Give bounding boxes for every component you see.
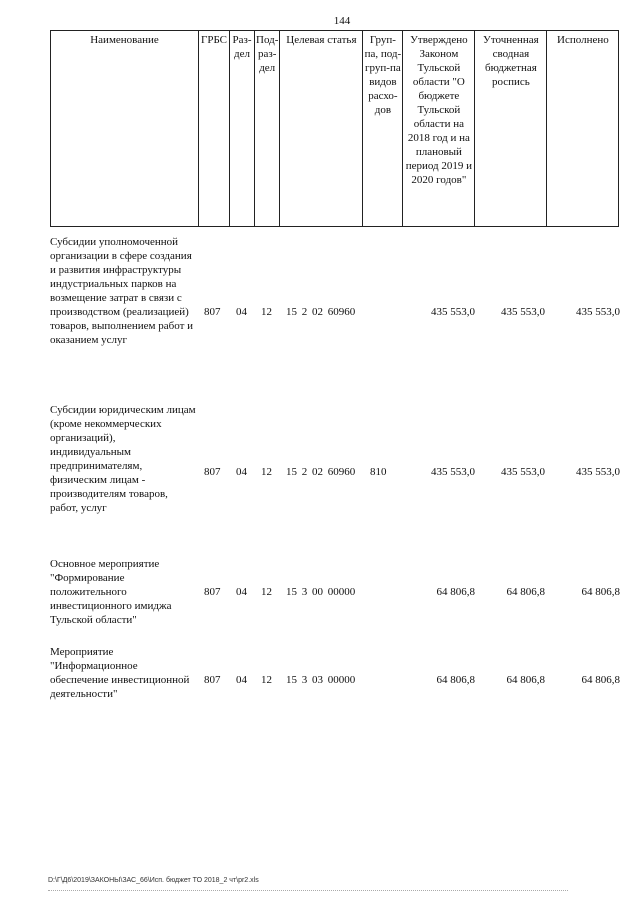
row-target: 15 3 00 00000 — [286, 586, 356, 598]
row-target: 15 2 02 60960 — [286, 466, 356, 478]
row-updated: 435 553,0 — [501, 466, 545, 478]
column-header-done: Исполнено — [547, 31, 619, 227]
column-header-table — [50, 30, 619, 227]
row-grbs: 807 — [204, 586, 221, 598]
row-name: Основное мероприятие "Формирование положительного инвестиционного имиджа Тульской области" — [50, 558, 172, 626]
table-row — [50, 645, 620, 721]
column-header-name: Наименование — [51, 31, 199, 227]
row-podrazdel: 12 — [261, 466, 272, 478]
row-approved: 435 553,0 — [431, 306, 475, 318]
column-header-razdel: Раз-дел — [230, 31, 255, 227]
table-body — [50, 235, 620, 733]
row-grbs: 807 — [204, 466, 221, 478]
column-header-target: Целевая статья — [280, 31, 363, 227]
row-updated: 435 553,0 — [501, 306, 545, 318]
row-done: 435 553,0 — [576, 466, 620, 478]
table-row — [50, 403, 620, 545]
footer-divider — [48, 890, 568, 891]
row-name: Мероприятие "Информационное обеспечение инвестиционной деятельности" — [50, 646, 190, 700]
row-done: 64 806,8 — [581, 674, 620, 686]
row-target: 15 2 02 60960 — [286, 306, 356, 318]
row-approved: 64 806,8 — [436, 674, 475, 686]
page-number: 144 — [333, 15, 351, 27]
column-header-updated: Уточненная сводная бюджетная роспись — [475, 31, 547, 227]
row-target: 15 3 03 00000 — [286, 674, 356, 686]
row-updated: 64 806,8 — [506, 674, 545, 686]
row-podrazdel: 12 — [261, 306, 272, 318]
row-name: Субсидии юридическим лицам (кроме некоммерческих организаций), индивидуальным предпринимателям, физическим лицам - производителям товаров, работ, услуг — [50, 404, 196, 514]
column-header-podrazdel: Под-раз-дел — [255, 31, 280, 227]
row-group: 810 — [370, 466, 387, 478]
row-grbs: 807 — [204, 306, 221, 318]
column-header-grbs: ГРБС — [199, 31, 230, 227]
table-row — [50, 557, 620, 633]
row-approved: 435 553,0 — [431, 466, 475, 478]
row-grbs: 807 — [204, 674, 221, 686]
row-podrazdel: 12 — [261, 674, 272, 686]
row-razdel: 04 — [236, 466, 247, 478]
row-done: 64 806,8 — [581, 586, 620, 598]
table-row — [50, 235, 620, 391]
row-approved: 64 806,8 — [436, 586, 475, 598]
row-name: Субсидии уполномоченной организации в сфере создания и развития инфраструктуры индустриальных парков на возмещение затрат в связи с производством (реализацией) товаров, выполнением работ и оказанием услуг — [50, 236, 194, 346]
file-path-footer: D:\Г\Д6\2019\ЗАКОНЫ\ЗАС_66\Исп. бюджет ТО 2018_2 чт\pr2.xls — [48, 877, 259, 884]
row-razdel: 04 — [236, 674, 247, 686]
column-header-group: Груп-па, под-груп-па видов расхо-дов — [363, 31, 403, 227]
row-razdel: 04 — [236, 586, 247, 598]
row-podrazdel: 12 — [261, 586, 272, 598]
row-updated: 64 806,8 — [506, 586, 545, 598]
column-header-approved: Утверждено Законом Тульской области "О бюджете Тульской области на 2018 год и на плановый период 2019 и 2020 годов" — [403, 31, 475, 227]
row-done: 435 553,0 — [576, 306, 620, 318]
row-razdel: 04 — [236, 306, 247, 318]
